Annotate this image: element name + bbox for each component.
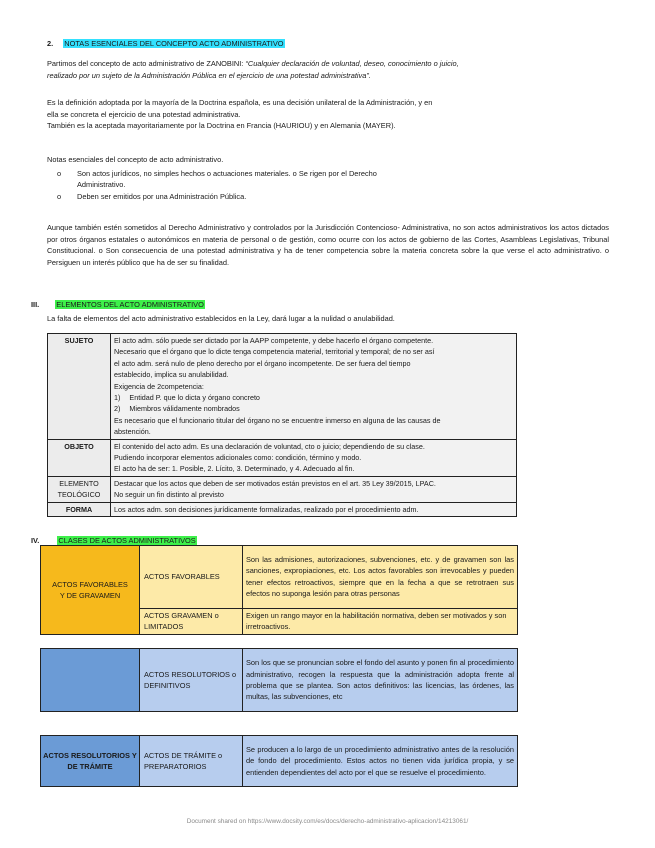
clases-table-1 bbox=[40, 545, 518, 635]
section-3-number: III. bbox=[31, 300, 40, 309]
sujeto-text bbox=[111, 334, 517, 440]
favorables-main-a: ACTOS FAVORABLES bbox=[52, 579, 128, 589]
section-2-title: NOTAS ESENCIALES DEL CONCEPTO ACTO ADMINISTRATIVO bbox=[64, 39, 284, 48]
sujeto-line: El acto adm. sólo puede ser dictado por la AAPP competente, y debe hacerlo el órgano competente. bbox=[114, 336, 434, 345]
clases-table-3 bbox=[40, 735, 518, 787]
definition-line-c: También es la aceptada mayoritariamente por la Doctrina en Francia (HAURIOU) y en Alemania (MAYER). bbox=[47, 121, 396, 131]
note-2: Deben ser emitidos por una Administración Pública. bbox=[77, 191, 247, 201]
section-2-number: 2. bbox=[47, 39, 54, 48]
teleologico-label-a: ELEMENTO bbox=[59, 478, 99, 488]
document-footer: Document shared on https://www.docsity.com/es/docs/derecho-administrativo-aplicacion/14213061/ bbox=[186, 818, 469, 825]
gravamen-desc-cell: Exigen un rango mayor en la habilitación normativa, deben ser motivados y son irretroactivos. bbox=[243, 608, 518, 634]
definition-line-b: ella se concreta el ejercicio de una potestad administrativa. bbox=[47, 109, 241, 119]
favorables-sub-cell: ACTOS FAVORABLES bbox=[140, 546, 243, 609]
bullet-icon: o bbox=[57, 191, 62, 201]
table-row bbox=[41, 736, 518, 787]
table-row bbox=[41, 546, 518, 609]
sujeto-line: Es necesario que el funcionario titular del órgano no se encuentre inmerso en alguna de las causas de bbox=[114, 415, 441, 425]
resolutorios-empty-cell bbox=[41, 649, 140, 712]
objeto-line: Pudiendo incorporar elementos adicionales como: condición, término y modo. bbox=[114, 453, 362, 463]
tramite-main-cell: ACTOS RESOLUTORIOS Y DE TRÁMITE bbox=[41, 736, 140, 787]
sujeto-item-2 bbox=[114, 403, 513, 414]
forma-text: Los actos adm. son decisiones jurídicamente formalizadas, realizado por el procedimiento adm. bbox=[111, 502, 517, 516]
notes-list bbox=[47, 168, 607, 203]
list-item bbox=[47, 191, 607, 203]
zanobini-paragraph bbox=[47, 58, 607, 81]
table-row bbox=[48, 476, 517, 502]
section-3-intro: La falta de elementos del acto administrativo establecidos en la Ley, dará lugar a la nulidad o anulabilidad. bbox=[47, 314, 395, 323]
table-row bbox=[48, 334, 517, 440]
table-row bbox=[48, 502, 517, 516]
item-number: 1) bbox=[114, 393, 121, 403]
objeto-line: El acto ha de ser: 1. Posible, 2. Lícito, 3. Determinado, y 4. Adecuado al fin. bbox=[114, 464, 355, 474]
section-4-number: IV. bbox=[31, 536, 40, 545]
teleologico-line: No seguir un fin distinto al previsto bbox=[114, 490, 224, 500]
tramite-desc-cell: Se producen a lo largo de un procedimiento administrativo antes de la resolución de fondo del procedimiento. Estos actos no tienen vida jurídica propia, y se entienden dependientes del acto por el que se resuelve el procedimiento. bbox=[243, 736, 518, 787]
zanobini-lead: Partimos del concepto de acto administrativo de ZANOBINI: bbox=[47, 59, 246, 68]
elements-table bbox=[47, 333, 517, 517]
table-row bbox=[48, 439, 517, 476]
teleologico-line: Destacar que los actos que deben de ser motivados están previstos en el art. 35 Ley 39/2015, LPAC. bbox=[114, 478, 436, 488]
favorables-desc-cell: Son las admisiones, autorizaciones, subvenciones, etc. y de gravamen son las sanciones, expropiaciones, etc. Los actos favorables son irrevocables y pueden tener efectos retroactivos, siempre que en la fecha a que se retrotraen sus efectos no suponga lesión para otras personas bbox=[243, 546, 518, 609]
tramite-sub-cell: ACTOS DE TRÁMITE o PREPARATORIOS bbox=[140, 736, 243, 787]
section-4-title: CLASES DE ACTOS ADMINISTRATIVOS bbox=[58, 536, 196, 545]
list-item bbox=[47, 168, 607, 191]
item-text: Miembros válidamente nombrados bbox=[129, 404, 240, 414]
sujeto-line: abstención. bbox=[114, 427, 151, 437]
objeto-label: OBJETO bbox=[48, 439, 111, 476]
definition-line-a: Es la definición adoptada por la mayoría de la Doctrina española, es una decisión unilateral de la Administración, y en bbox=[47, 98, 433, 107]
sujeto-line: Exigencia de 2competencia: bbox=[114, 381, 204, 391]
resolutorios-desc-cell: Son los que se pronuncian sobre el fondo del asunto y ponen fin al procedimiento administrativo, recogen la respuesta que la administración adopta frente al problema que se plantea. Son actos definitivos: las licencias, las órdenes, las multas, las subvenciones, etc bbox=[243, 649, 518, 712]
definition-paragraph bbox=[47, 97, 607, 132]
objeto-text bbox=[111, 439, 517, 476]
section-3-title: ELEMENTOS DEL ACTO ADMINISTRATIVO bbox=[56, 300, 204, 309]
teleologico-text bbox=[111, 476, 517, 502]
sujeto-label: SUJETO bbox=[48, 334, 111, 440]
objeto-line: El contenido del acto adm. Es una declaración de voluntad, cto o juicio; dependiendo de su clase. bbox=[114, 441, 425, 451]
note-1-b: Administrativo. bbox=[77, 180, 126, 190]
notes-title: Notas esenciales del concepto de acto administrativo. bbox=[47, 155, 224, 164]
sujeto-line: establecido, implica su anulabilidad. bbox=[114, 370, 229, 380]
section-3-heading bbox=[31, 299, 205, 311]
favorables-main-b: Y DE GRAVAMEN bbox=[59, 591, 121, 600]
resolutorios-sub-cell: ACTOS RESOLUTORIOS o DEFINITIVOS bbox=[140, 649, 243, 712]
sujeto-item-1 bbox=[114, 392, 513, 403]
teleologico-label bbox=[48, 476, 111, 502]
item-text: Entidad P. que lo dicta y órgano concreto bbox=[129, 393, 260, 403]
gravamen-sub-cell: ACTOS GRAVAMEN o LIMITADOS bbox=[140, 608, 243, 634]
teleologico-label-b: TEOLÓGICO bbox=[57, 490, 101, 500]
table-row bbox=[41, 649, 518, 712]
note-1-a: Son actos jurídicos, no simples hechos o actuaciones materiales. o Se rigen por el Derecho bbox=[77, 168, 377, 178]
item-number: 2) bbox=[114, 404, 121, 414]
bullet-icon: o bbox=[57, 168, 62, 178]
aunque-paragraph: Aunque también estén sometidos al Derecho Administrativo y controlados por la Jurisdicción Contencioso- Administrativa, no son actos administrativos los actos dictados por otros órganos estatales o autonómicos en materia de personal o de gestión, como ocurre con los actos de gobierno de las Cortes, Asambleas Legislativas, Tribunal Constitucional. o Son consecuencia de una potestad administrativa y ha de tener competencia sobre la materia concreta sobre la que verse el acto administrativo. o Persiguen un interés público que ha de ser su finalidad. bbox=[47, 223, 609, 267]
zanobini-quote-b: realizado por un sujeto de la Administración Pública en el ejercicio de una potestad administrativa”. bbox=[47, 70, 371, 80]
forma-label: FORMA bbox=[48, 502, 111, 516]
clases-table-2 bbox=[40, 648, 518, 712]
section-2-heading bbox=[47, 38, 285, 50]
sujeto-line: Necesario que el órgano que lo dicte tenga competencia material, territorial y temporal; de no ser así bbox=[114, 347, 435, 357]
favorables-main-cell bbox=[41, 546, 140, 635]
sujeto-line: el acto adm. será nulo de pleno derecho por el órgano incompetente. De ser fuera del tiempo bbox=[114, 358, 411, 368]
notes-block bbox=[47, 154, 607, 202]
zanobini-quote-a: “Cualquier declaración de voluntad, deseo, conocimiento o juicio, bbox=[245, 59, 459, 68]
